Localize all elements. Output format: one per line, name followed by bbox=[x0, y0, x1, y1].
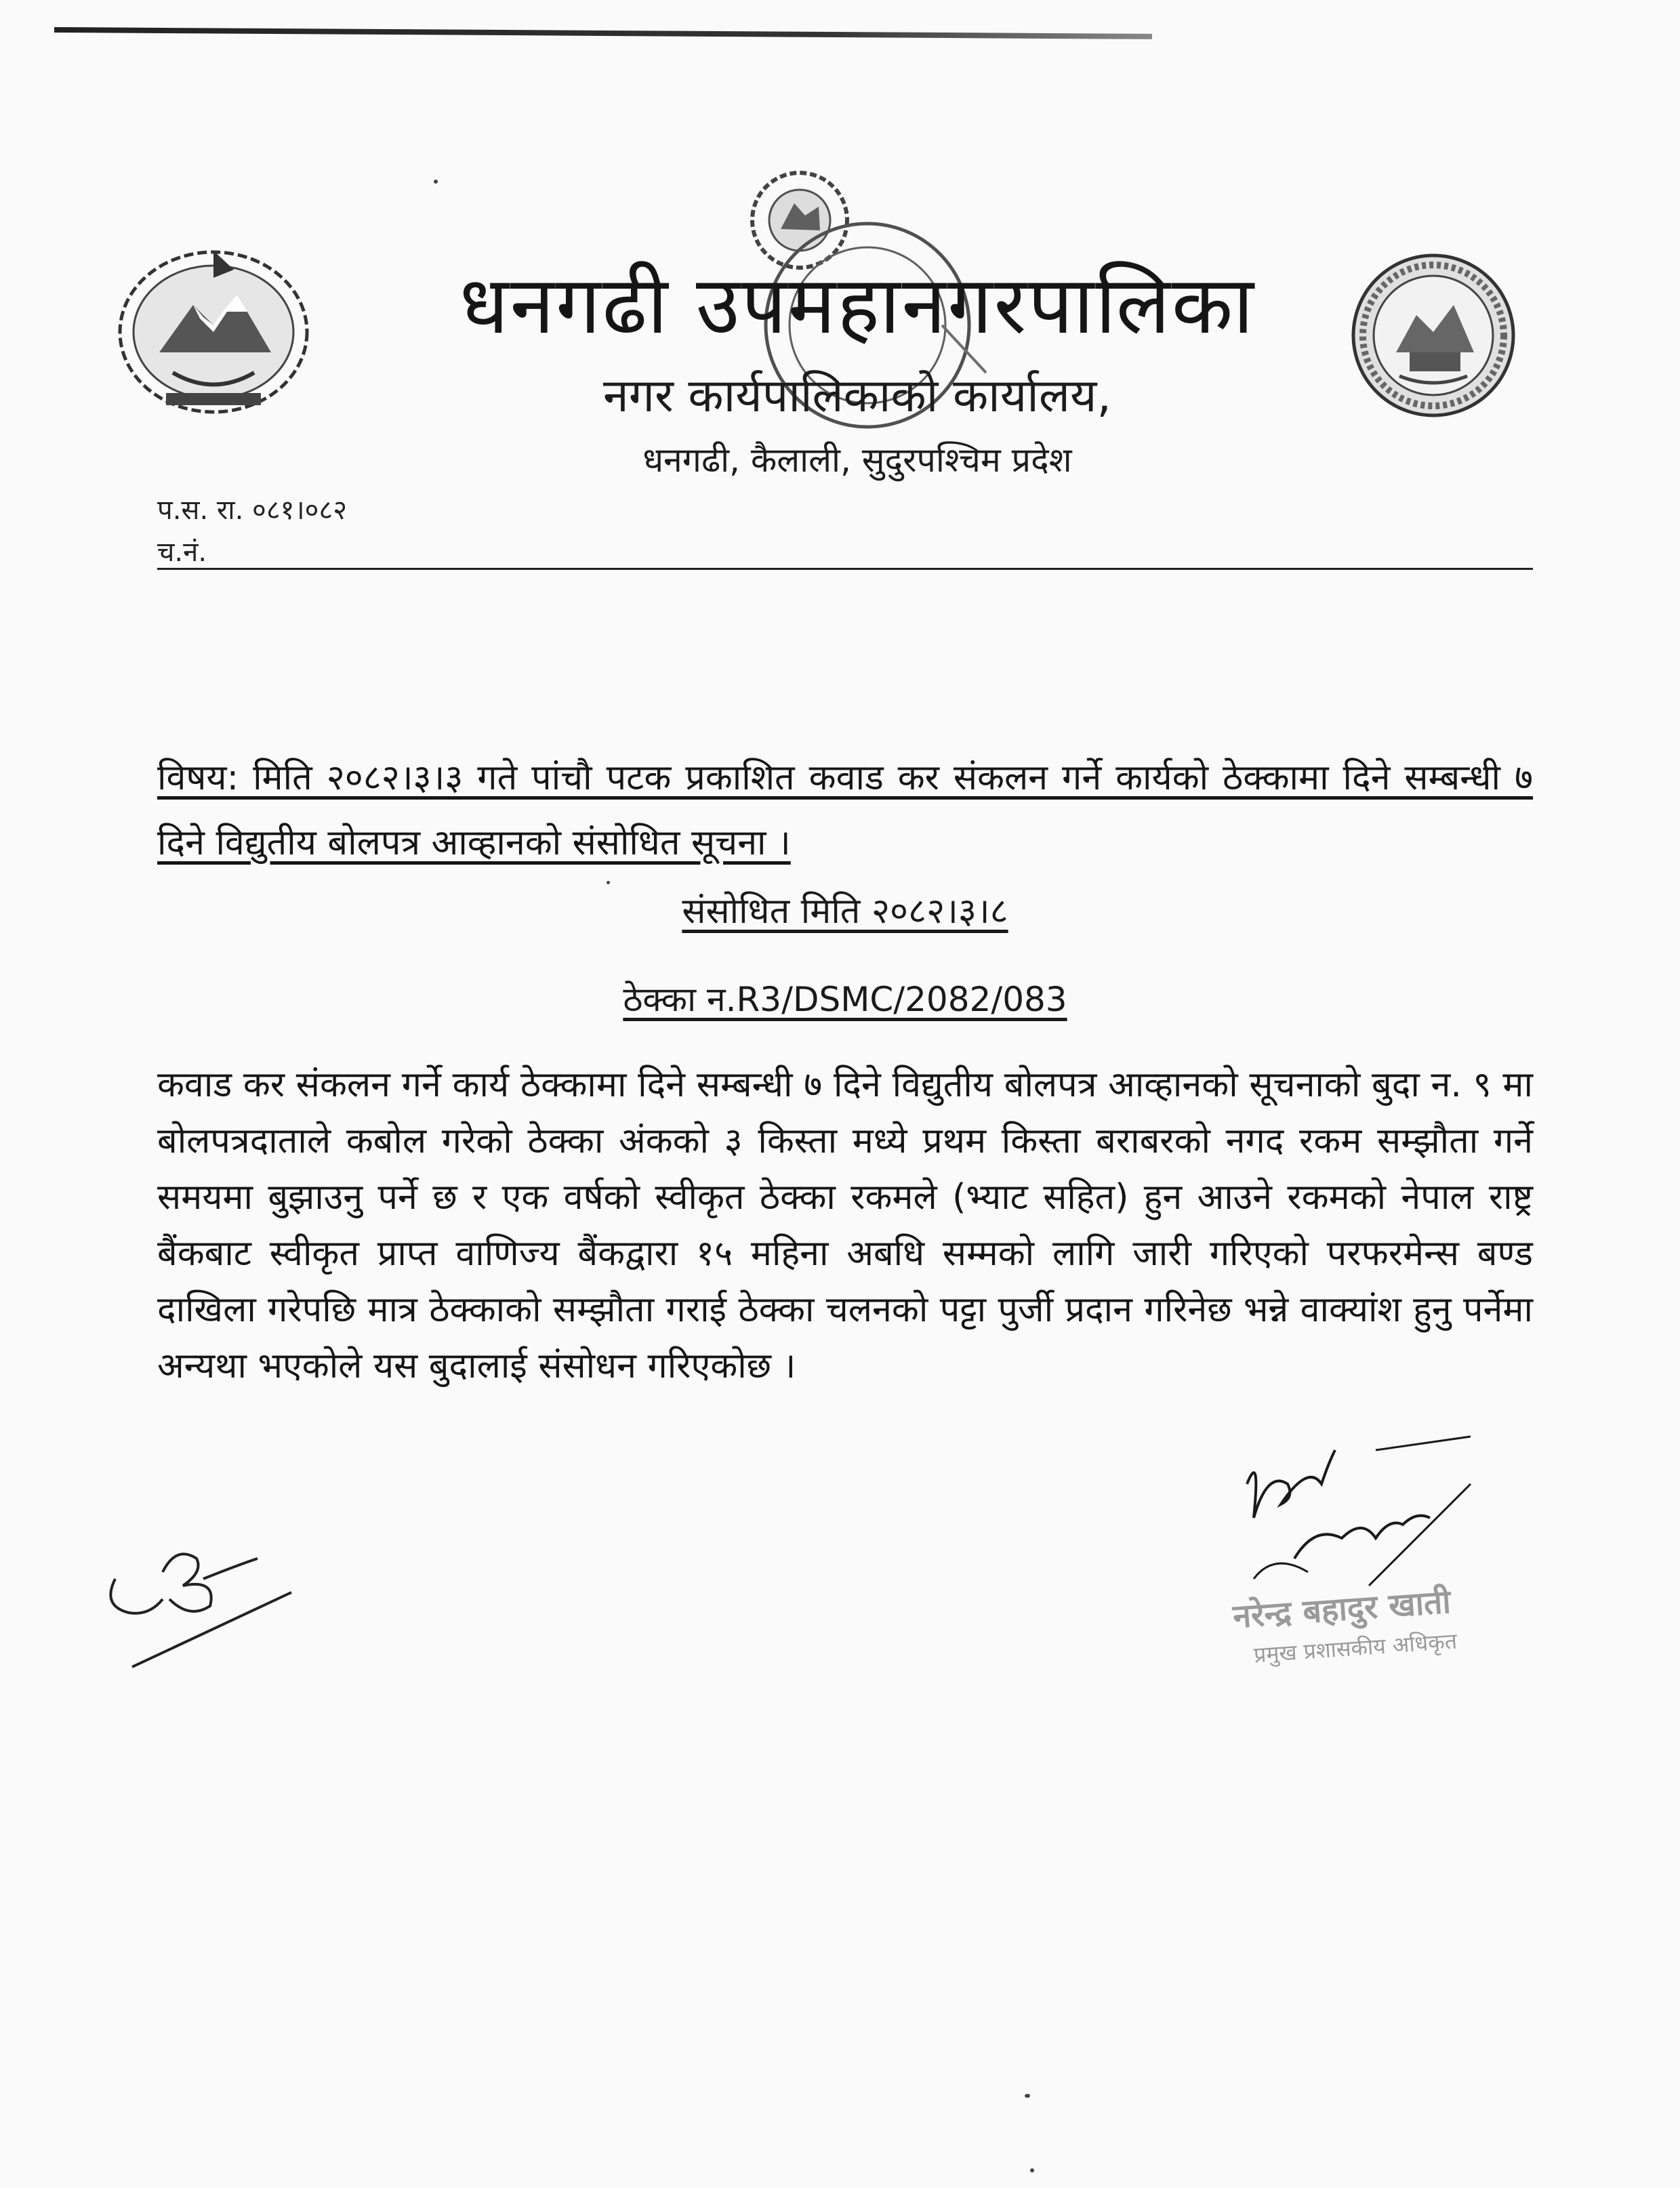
office-name: नगर कार्यपालिकाको कार्यालय, bbox=[602, 369, 1111, 423]
nepal-emblem-icon bbox=[112, 237, 315, 420]
scan-speck bbox=[434, 180, 438, 184]
initial-signature-icon bbox=[102, 1504, 305, 1674]
signatory-title-stamp: प्रमुख प्रशासकीय अधिकृत bbox=[1252, 1628, 1458, 1668]
notice-subject: विषय: मिति २०८२।३।३ गते पांचौ पटक प्रकाशित कवाड कर संकलन गर्ने कार्यको ठेक्कामा दिने सम्बन्धी ७ दिने विद्युतीय बोलपत्र आव्हानको संसोधित सूचना । bbox=[157, 758, 1533, 863]
scan-speck bbox=[1025, 2094, 1030, 2098]
fiscal-year-reference: प.स. रा. ०८१।०८२ bbox=[157, 495, 348, 526]
notice-body: कवाड कर संकलन गर्ने कार्य ठेक्कामा दिने सम्बन्धी ७ दिने विद्युतीय बोलपत्र आव्हानको सूचनाको बुदा न. ९ मा बोलपत्रदाताले कबोल गरेको ठेक्का अंकको ३ किस्ता मध्ये प्रथम किस्ता बराबरको नगद रकम सम्झौता गर्ने समयमा बुझाउनु पर्ने छ र एक वर्षको स्वीकृत ठेक्का रकमले (भ्याट सहित) हुन आउने रकमको नेपाल राष्ट्र बैंकबाट स्वीकृत प्राप्त वाणिज्य बैंकद्वारा १५ महिना अबधि सम्मको लागि जारी गरिएको परफरमेन्स बण्ड दाखिला गरेपछि मात्र ठेक्काको सम्झौता गराई ठेक्का चलनको पट्टा पुर्जी प्रदान गरिनेछ भन्ने वाक्यांश हुनु पर्नेमा अन्यथा भएकोले यस बुदालाई संसोधन गरिएकोछ । bbox=[157, 1065, 1533, 1386]
header-divider bbox=[157, 568, 1533, 570]
contract-number: ठेक्का न.R3/DSMC/2082/083 bbox=[623, 980, 1067, 1019]
signatory-name-stamp: नरेन्द्र बहादुर खाती bbox=[1231, 1582, 1452, 1636]
scan-speck bbox=[1030, 2168, 1034, 2172]
revised-date: संसोधित मिति २०८२।३।८ bbox=[682, 891, 1008, 932]
municipality-logo-icon bbox=[1345, 251, 1521, 420]
office-address: धनगढी, कैलाली, सुदुरपश्चिम प्रदेश bbox=[642, 440, 1072, 480]
top-scan-edge-line bbox=[54, 27, 1152, 39]
scan-speck bbox=[607, 881, 610, 884]
dispatch-number: च.नं. bbox=[157, 537, 207, 568]
organization-name: धनगढी उपमहानगरपालिका bbox=[459, 258, 1255, 352]
